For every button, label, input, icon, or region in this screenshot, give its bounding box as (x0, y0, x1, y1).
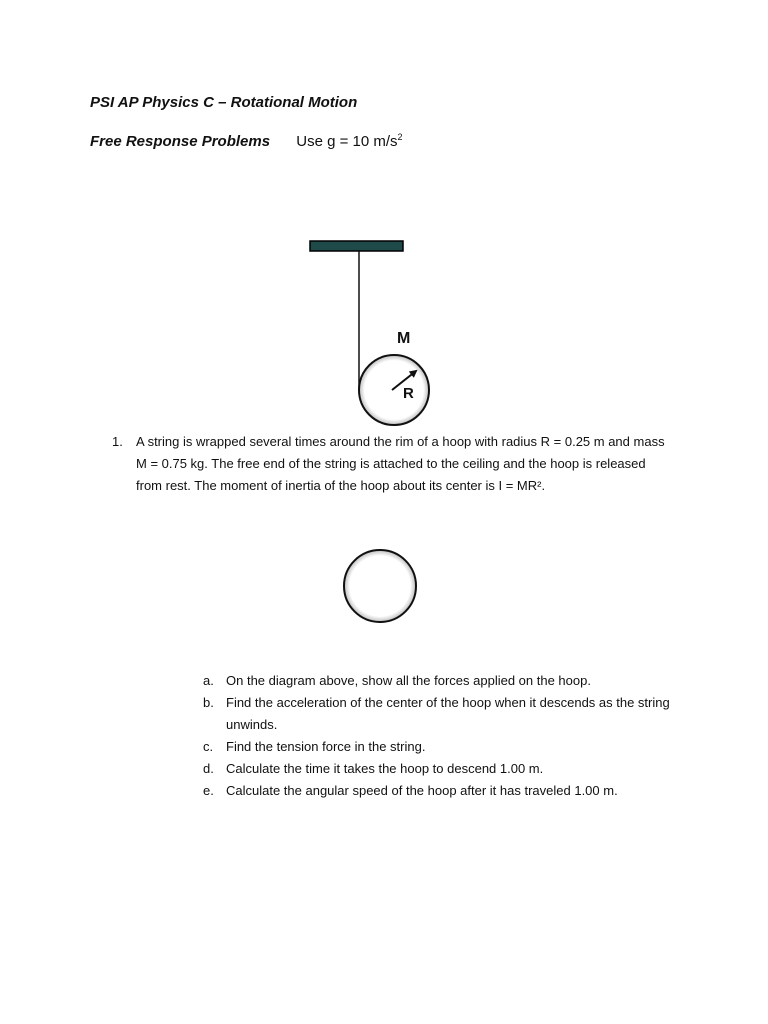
question-parts (203, 670, 683, 802)
part-d (203, 758, 683, 780)
part-text: Find the acceleration of the center of the hoop when it descends as the string unwinds. (226, 695, 670, 732)
part-e (203, 780, 683, 802)
problem-text: A string is wrapped several times around the rim of a hoop with radius R = 0.25 m and mass M = 0.75 kg. The free end of the string is attached to the ceiling and the hoop is released from rest. The moment of inertia of the hoop about its center is I = MR². (136, 434, 665, 493)
part-label: b. (203, 695, 214, 710)
blank-hoop-diagram (344, 550, 416, 622)
part-text: On the diagram above, show all the forces applied on the hoop. (226, 673, 591, 688)
gravity-exponent: 2 (397, 132, 403, 142)
mass-label: M (397, 330, 411, 347)
part-label: a. (203, 673, 214, 688)
problem-1 (112, 431, 672, 497)
section-subtitle: Free Response Problems (90, 133, 271, 150)
problem-number: 1. (112, 434, 123, 449)
part-a (203, 670, 683, 692)
hoop-diagram (310, 241, 429, 425)
part-text: Calculate the time it takes the hoop to descend 1.00 m. (226, 761, 544, 776)
hoop (359, 355, 429, 425)
page-title: PSI AP Physics C – Rotational Motion (90, 94, 358, 111)
part-b (203, 692, 683, 736)
part-label: c. (203, 739, 214, 754)
gravity-note-text: Use g = 10 m/s (296, 133, 398, 150)
part-label: e. (203, 783, 214, 798)
ceiling-bar (310, 241, 403, 251)
blank-hoop (344, 550, 416, 622)
part-label: d. (203, 761, 214, 776)
radius-label: R (403, 385, 414, 402)
part-c (203, 736, 683, 758)
part-text: Find the tension force in the string. (226, 739, 426, 754)
part-text: Calculate the angular speed of the hoop after it has traveled 1.00 m. (226, 783, 618, 798)
